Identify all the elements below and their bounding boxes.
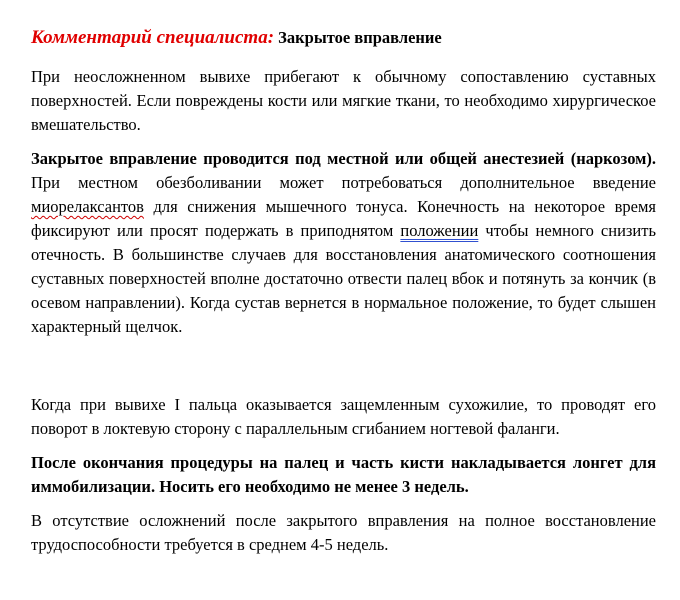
spellcheck-word: миорелаксантов — [31, 197, 144, 216]
procedure-text-a: При местном обезболивании может потребоваться дополнительное введение — [31, 173, 656, 192]
paragraph-immobilization: После окончания процедуры на палец и часть кисти накладывается лонгет для иммобилизации. Носить его необходимо не менее 3 недель. — [31, 453, 656, 496]
procedure-bold-lead: Закрытое вправление проводится под местной или общей анестезией (наркозом). — [31, 149, 656, 168]
procedure-text-b: для снижения мышечного тонуса. Конечность на некоторое время фиксируют или просят подержать в приподнятом — [31, 197, 656, 240]
procedure-text-c: чтобы немного снизить отечность. В большинстве случаев для восстановления анатомического соотношения суставных поверхностей вполне достаточно отвести палец вбок и потянуть за кончик (в осевом направлении). Когда сустав вернется в нормальное положение, то будет слышен характерный щелчок. — [31, 221, 656, 336]
heading-title: Закрытое вправление — [278, 28, 442, 47]
paragraph-recovery: В отсутствие осложнений после закрытого вправления на полное восстановление трудоспособности требуется в среднем 4-5 недель. — [31, 511, 656, 554]
grammarcheck-word: положении — [400, 221, 479, 240]
paragraph-tendon: Когда при вывихе I пальца оказывается защемленным сухожилие, то проводят его поворот в локтевую сторону с параллельным сгибанием ногтевой фаланги. — [31, 395, 656, 438]
heading-lead: Комментарий специалиста: — [31, 27, 275, 48]
blank-space — [31, 349, 656, 393]
paragraph-intro: При неосложненном вывихе прибегают к обычному сопоставлению суставных поверхностей. Если повреждены кости или мягкие ткани, то необходимо хирургическое вмешательство. — [31, 67, 656, 134]
paragraph-procedure — [31, 147, 656, 339]
section-heading — [31, 27, 656, 49]
